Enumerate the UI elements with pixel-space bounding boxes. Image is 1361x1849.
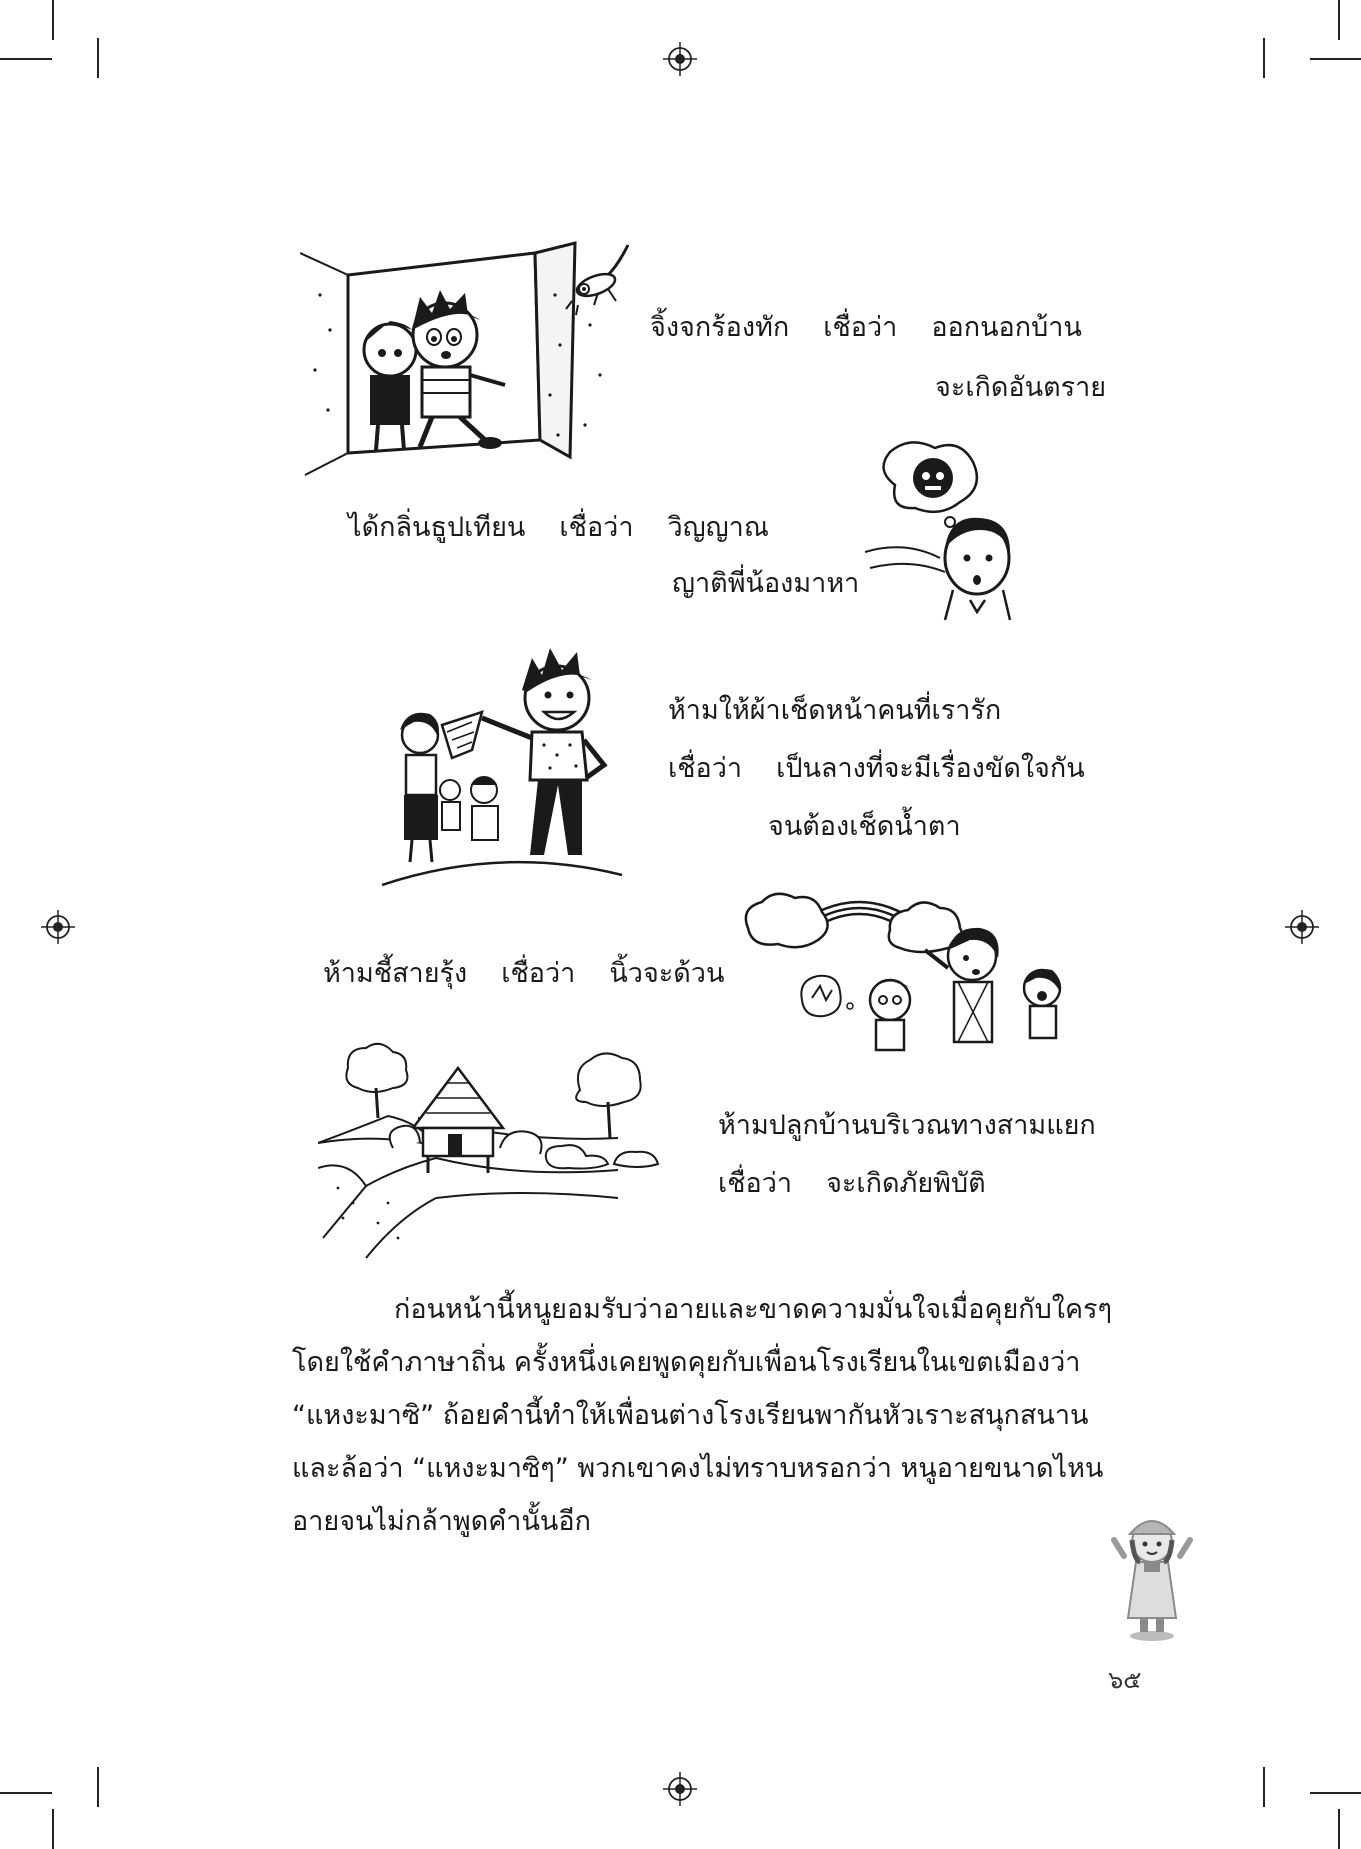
crop-mark — [1310, 1792, 1361, 1794]
rainbow-illustration — [740, 888, 1085, 1058]
body-paragraph — [292, 1283, 1112, 1548]
crop-mark — [1310, 58, 1361, 60]
registration-mark-icon — [663, 42, 697, 76]
paragraph-line: อายจนไม่กล้าพูดคำนั้นอีก — [292, 1506, 591, 1537]
girl-mascot-icon — [1110, 1510, 1195, 1642]
crop-mark — [52, 0, 54, 40]
paragraph-line: ก่อนหน้านี้หนูยอมรับว่าอายและขาดความมั่นใจเมื่อคุยกับใครๆ — [394, 1294, 1113, 1325]
belief-5-line-2: เชื่อว่า จะเกิดภัยพิบัติ — [718, 1168, 986, 1199]
registration-mark-icon — [1285, 910, 1319, 944]
crop-mark — [1338, 0, 1340, 40]
crop-mark — [1338, 1809, 1340, 1849]
incense-boy-illustration — [865, 440, 1040, 620]
crop-mark — [52, 1809, 54, 1849]
registration-mark-icon — [41, 910, 75, 944]
crop-mark — [97, 38, 99, 78]
handkerchief-illustration — [372, 640, 637, 890]
crop-mark — [0, 1792, 52, 1794]
belief-4-line-1: ห้ามชี้สายรุ้ง เชื่อว่า นิ้วจะด้วน — [323, 958, 725, 989]
belief-1-line-2: จะเกิดอันตราย — [935, 372, 1107, 403]
belief-5-line-1: ห้ามปลูกบ้านบริเวณทางสามแยก — [718, 1110, 1096, 1141]
belief-3-line-2: เชื่อว่า เป็นลางที่จะมีเรื่องขัดใจกัน — [668, 753, 1085, 784]
paragraph-line: “แหงะมาซิ” ถ้อยคำนี้ทำให้เพื่อนต่างโรงเรียนพากันหัวเราะสนุกสนาน — [292, 1400, 1089, 1431]
crop-mark — [0, 58, 52, 60]
belief-1-line-1: จิ้งจกร้องทัก เชื่อว่า ออกนอกบ้าน — [650, 312, 1082, 343]
paragraph-line: และล้อว่า “แหงะมาซิๆ” พวกเขาคงไม่ทราบหรอกว่า หนูอายขนาดไหน — [292, 1453, 1104, 1484]
house-junction-illustration — [318, 1038, 683, 1260]
belief-2-line-2: ญาติพี่น้องมาหา — [672, 568, 860, 599]
crop-mark — [97, 1767, 99, 1807]
crop-mark — [1263, 1767, 1265, 1807]
crop-mark — [1263, 38, 1265, 78]
gecko-door-illustration — [300, 235, 645, 480]
belief-3-line-1: ห้ามให้ผ้าเช็ดหน้าคนที่เรารัก — [668, 695, 1002, 726]
page-number: ๖๕ — [1108, 1666, 1142, 1694]
paragraph-line: โดยใช้คำภาษาถิ่น ครั้งหนึ่งเคยพูดคุยกับเพื่อนโรงเรียนในเขตเมืองว่า — [292, 1347, 1081, 1378]
registration-mark-icon — [663, 1772, 697, 1806]
belief-3-line-3: จนต้องเช็ดน้ำตา — [768, 811, 961, 842]
belief-2-line-1: ได้กลิ่นธูปเทียน เชื่อว่า วิญญาณ — [348, 512, 769, 543]
